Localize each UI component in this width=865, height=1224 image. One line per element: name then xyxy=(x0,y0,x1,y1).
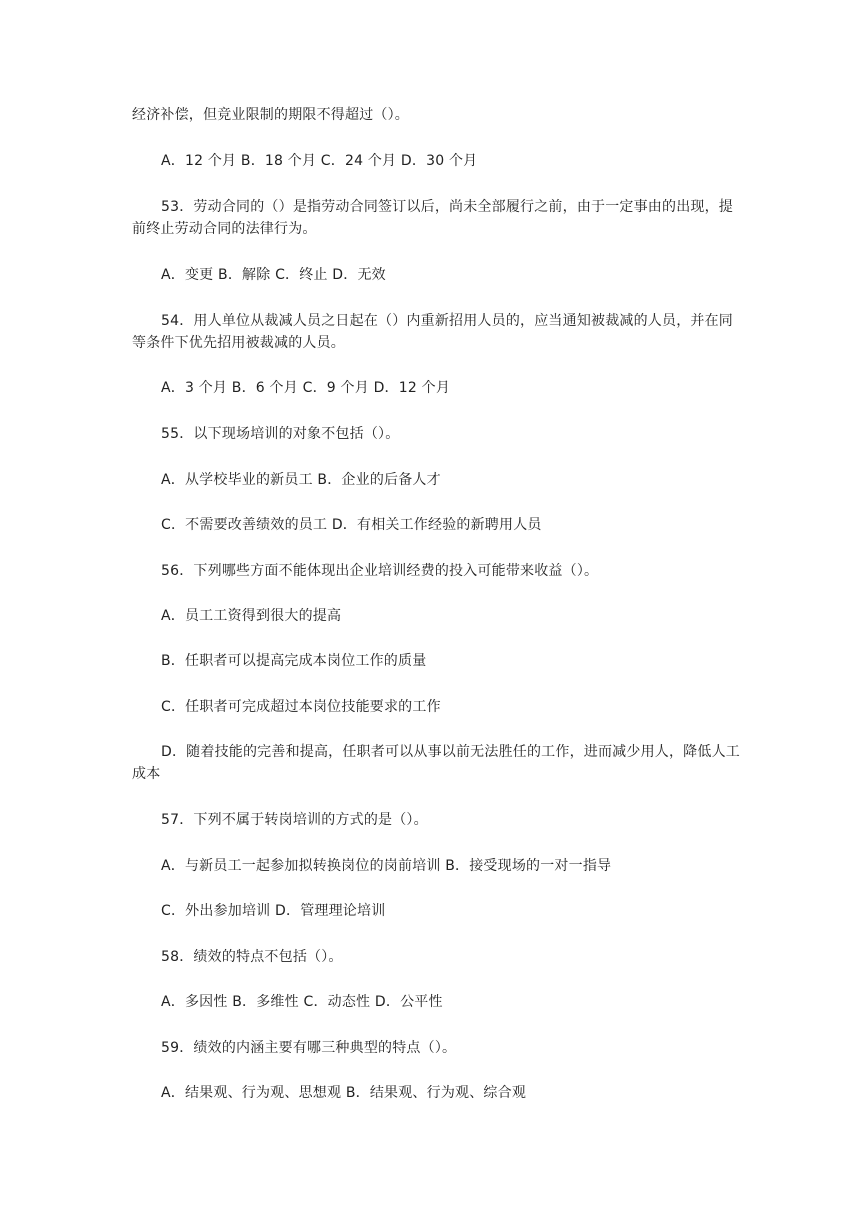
paragraph-q57-options-ab: A．与新员工一起参加拟转换岗位的岗前培训 B．接受现场的一对一指导 xyxy=(161,858,612,874)
paragraph-q52-continuation: 经济补偿，但竞业限制的期限不得超过（）。 xyxy=(132,107,409,123)
paragraph-q56-option-c: C．任职者可完成超过本岗位技能要求的工作 xyxy=(161,699,441,715)
paragraph-q57-options-cd: C．外出参加培训 D．管理理论培训 xyxy=(161,903,386,919)
paragraph-q56-option-b: B．任职者可以提高完成本岗位工作的质量 xyxy=(161,653,427,669)
paragraph-q59: 59．绩效的内涵主要有哪三种典型的特点（）。 xyxy=(161,1040,457,1056)
paragraph-q53-options: A．变更 B．解除 C．终止 D．无效 xyxy=(161,267,386,283)
paragraph-q56: 56．下列哪些方面不能体现出企业培训经费的投入可能带来收益（）。 xyxy=(161,563,599,579)
paragraph-q53: 53．劳动合同的（）是指劳动合同签订以后，尚未全部履行之前，由于一定事由的出现，提前终止劳动合同的法律行为。 xyxy=(132,199,734,237)
paragraph-q55-options-ab: A．从学校毕业的新员工 B．企业的后备人才 xyxy=(161,472,441,488)
paragraph-q58: 58．绩效的特点不包括（）。 xyxy=(161,949,343,965)
paragraph-q57: 57．下列不属于转岗培训的方式的是（）。 xyxy=(161,812,428,828)
paragraph-q55-options-cd: C．不需要改善绩效的员工 D．有相关工作经验的新聘用人员 xyxy=(161,517,542,533)
paragraph-q55: 55．以下现场培训的对象不包括（）。 xyxy=(161,426,400,442)
paragraph-q58-options: A．多因性 B．多维性 C．动态性 D．公平性 xyxy=(161,994,443,1010)
paragraph-q54: 54．用人单位从裁减人员之日起在（）内重新招用人员的，应当通知被裁减的人员，并在同等条件下优先招用被裁减的人员。 xyxy=(132,313,734,351)
paragraph-q56-option-d: D．随着技能的完善和提高，任职者可以从事以前无法胜任的工作，进而减少用人，降低人工成本 xyxy=(132,744,740,782)
paragraph-q52-options: A．12 个月 B．18 个月 C．24 个月 D．30 个月 xyxy=(161,153,478,169)
paragraph-q56-option-a: A．员工工资得到很大的提高 xyxy=(161,608,342,624)
paragraph-q54-options: A．3 个月 B．6 个月 C．9 个月 D．12 个月 xyxy=(161,380,451,396)
paragraph-q59-options: A．结果观、行为观、思想观 B．结果观、行为观、综合观 xyxy=(161,1085,527,1101)
